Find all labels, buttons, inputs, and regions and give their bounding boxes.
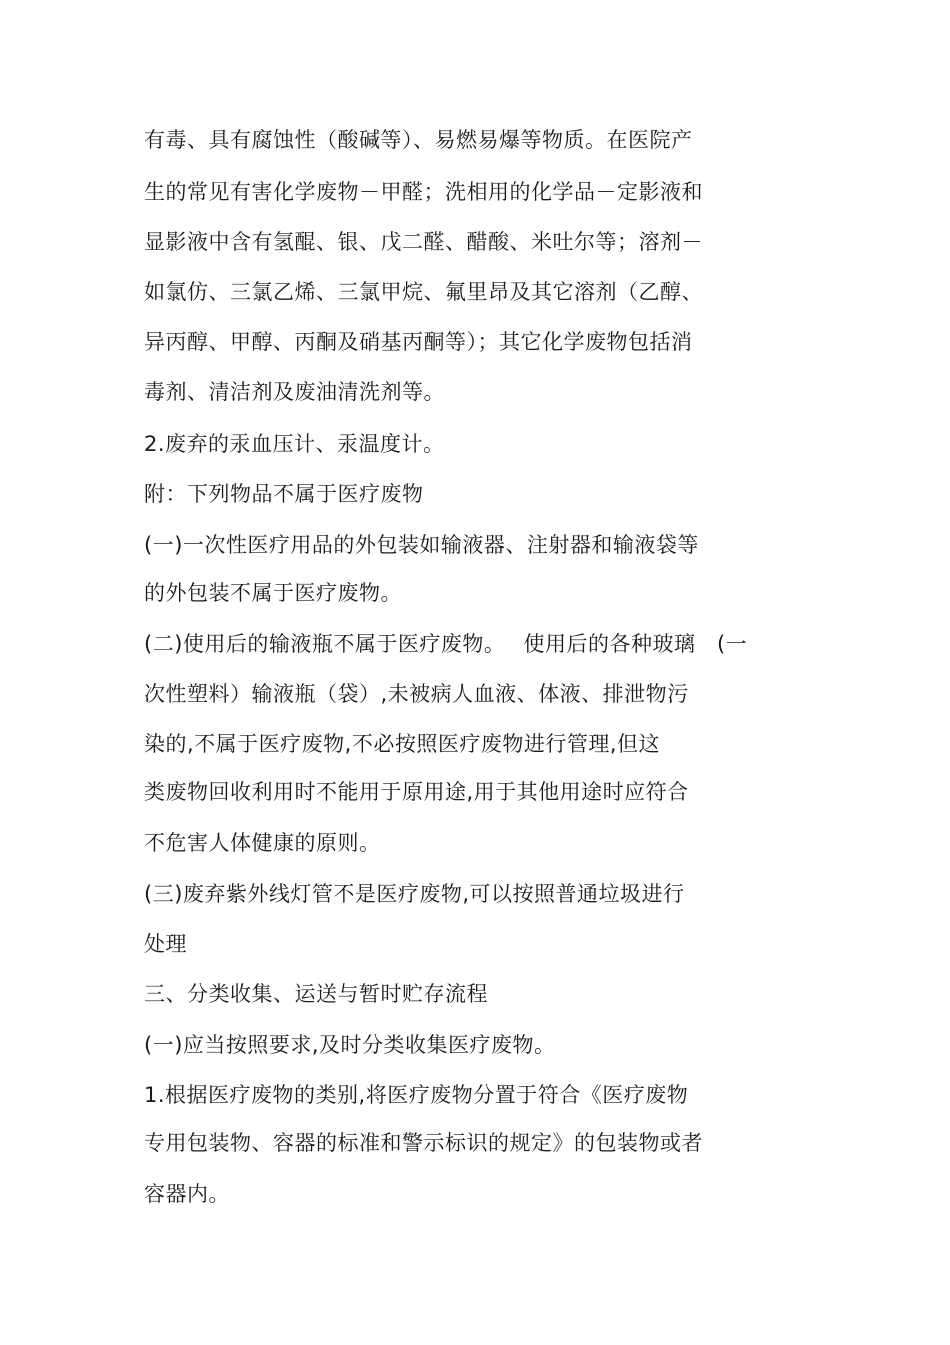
section-heading: 附：下列物品不属于医疗废物	[144, 482, 424, 506]
paragraph-line: 显影液中含有氢醌、银、戊二醛、醋酸、米吐尔等；溶剂－	[144, 230, 703, 254]
paragraph-line: (二)使用后的输液瓶不属于医疗废物。 使用后的各种玻璃 (一	[144, 632, 748, 656]
paragraph-line: 专用包装物、容器的标准和警示标识的规定》的包装物或者	[144, 1131, 703, 1155]
paragraph-line: (三)废弃紫外线灯管不是医疗废物,可以按照普通垃圾进行	[144, 882, 685, 906]
paragraph-line: 次性塑料）输液瓶（袋）,未被病人血液、体液、排泄物污	[144, 682, 689, 706]
paragraph-line: 2.废弃的汞血压计、汞温度计。	[144, 432, 445, 456]
paragraph-line: 容器内。	[144, 1182, 230, 1206]
paragraph-line: 异丙醇、甲醇、丙酮及硝基丙酮等）；其它化学废物包括消	[144, 330, 693, 354]
section-heading: 三、分类收集、运送与暂时贮存流程	[144, 982, 488, 1006]
paragraph-line: 如氯仿、三氯乙烯、三氯甲烷、氟里昂及其它溶剂（乙醇、	[144, 280, 703, 304]
paragraph-line: 有毒、具有腐蚀性（酸碱等）、易燃易爆等物质。在医院产	[144, 128, 693, 152]
paragraph-line: 染的,不属于医疗废物,不必按照医疗废物进行管理,但这	[144, 732, 661, 756]
paragraph-line: 毒剂、清洁剂及废油清洗剂等。	[144, 380, 445, 404]
paragraph-line: 生的常见有害化学废物－甲醛；洗相用的化学品－定影液和	[144, 180, 703, 204]
paragraph-line: 不危害人体健康的原则。	[144, 831, 381, 855]
paragraph-line: 类废物回收利用时不能用于原用途,用于其他用途时应符合	[144, 780, 689, 804]
paragraph-line: 处理	[144, 932, 187, 956]
paragraph-line: 1.根据医疗废物的类别,将医疗废物分置于符合《医疗废物	[144, 1083, 689, 1107]
paragraph-line: (一)一次性医疗用品的外包装如输液器、注射器和输液袋等	[144, 533, 699, 557]
paragraph-line: (一)应当按照要求,及时分类收集医疗废物。	[144, 1033, 556, 1057]
paragraph-line: 的外包装不属于医疗废物。	[144, 581, 402, 605]
